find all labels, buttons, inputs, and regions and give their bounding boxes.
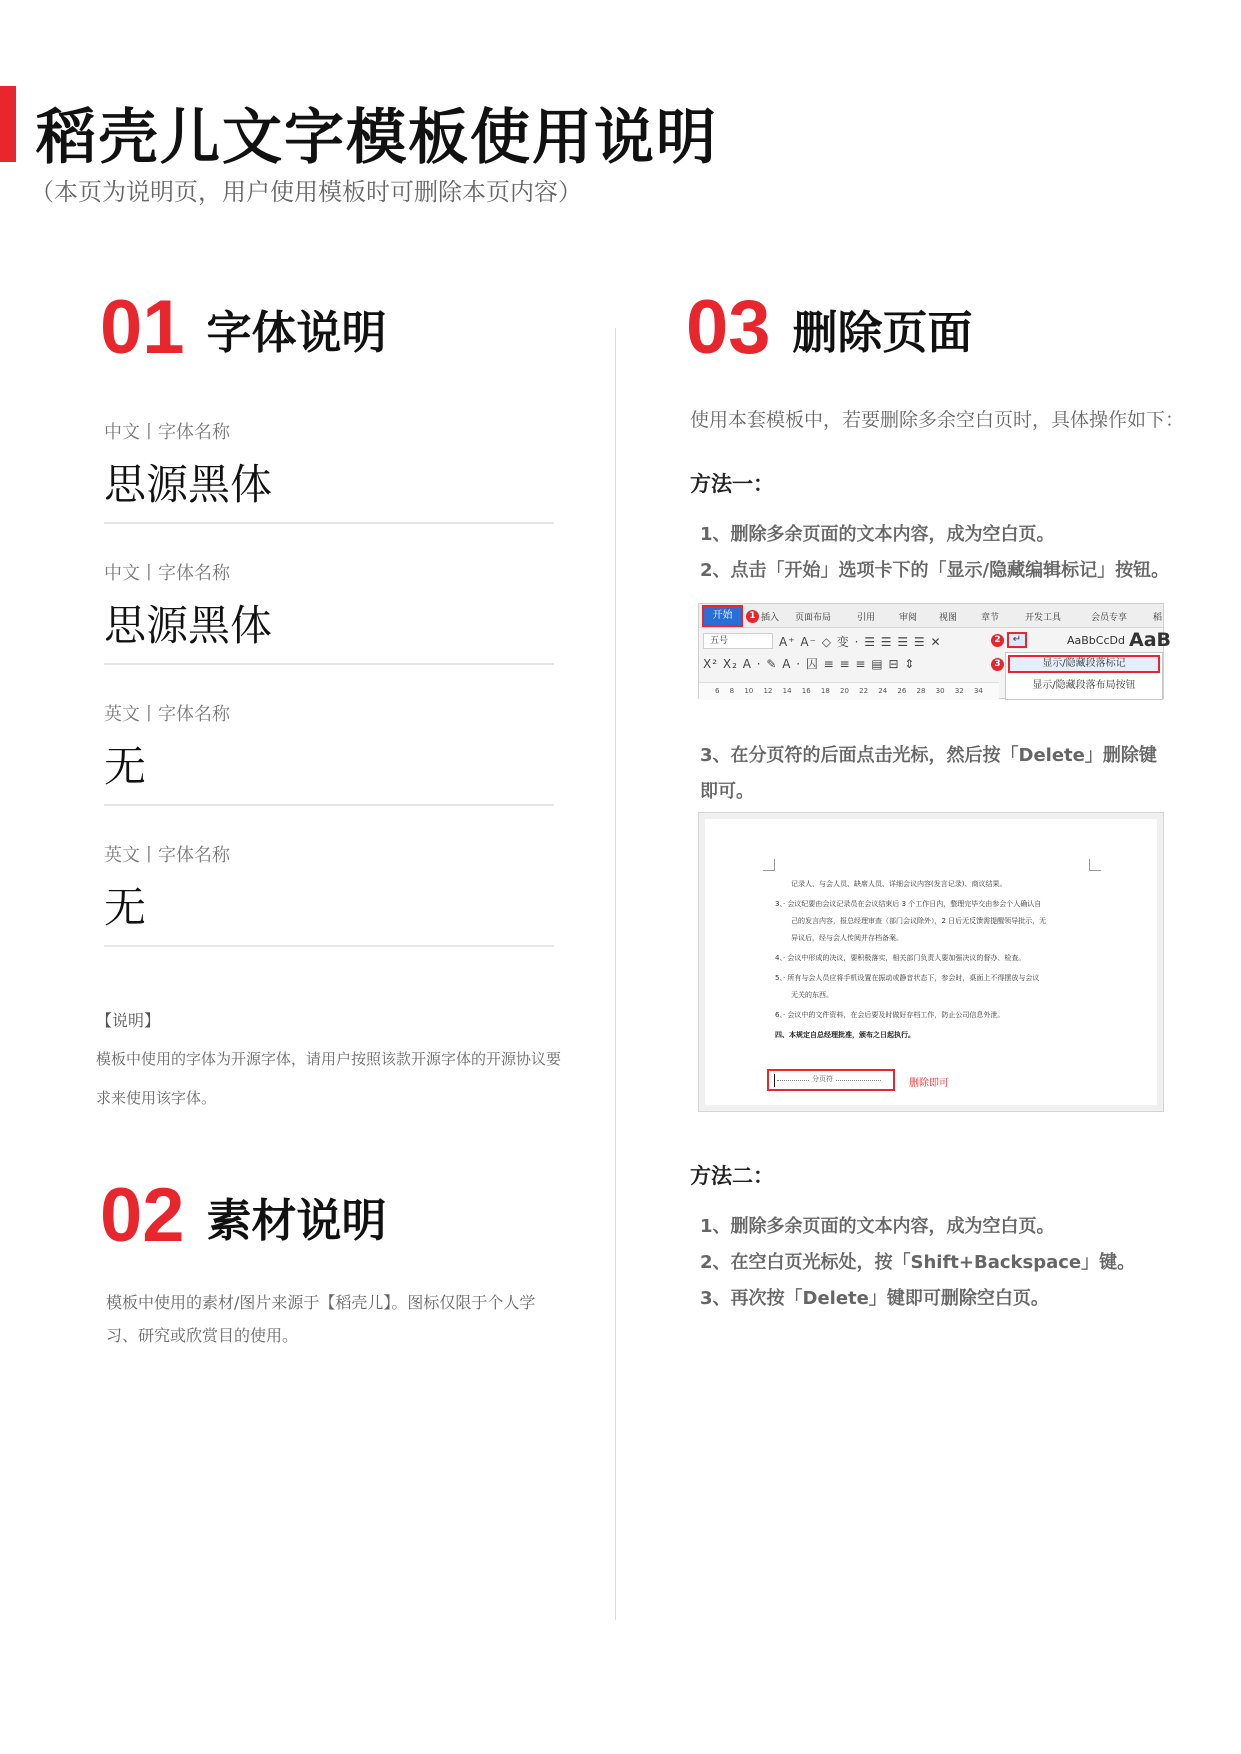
page-break-highlight	[767, 1069, 895, 1091]
tab-docer: 稻	[1153, 613, 1163, 623]
section-number: 01	[100, 285, 185, 370]
section-number: 03	[686, 285, 771, 370]
doc-line: 6、· 会议中的文件资料，在会后要及时做好存档工作，防止公司信息外泄。	[775, 1011, 1005, 1019]
doc-line: 4、· 会议中形成的决议，要积极落实，相关部门负责人要加强决议的督办、检查。	[775, 954, 1026, 962]
method-2-title: 方法二：	[690, 1164, 774, 1188]
method-1-step: 2、点击「开始」选项卡下的「显示/隐藏编辑标记」按钮。	[700, 560, 1170, 581]
page-break-label: 分页符	[809, 1074, 836, 1084]
font-label: 中文丨字体名称	[104, 563, 230, 584]
tab-layout: 页面布局	[795, 613, 832, 623]
ribbon-tabs	[699, 604, 1163, 628]
method-2-step: 1、删除多余页面的文本内容，成为空白页。	[700, 1216, 1055, 1237]
font-underline	[104, 804, 554, 806]
style-preview-big: AaB	[1129, 629, 1172, 651]
section-03-header	[686, 285, 973, 370]
page-subtitle: （本页为说明页，用户使用模板时可删除本页内容）	[30, 178, 582, 206]
step-marker-2: 2	[991, 634, 1004, 647]
step-marker-1: 1	[746, 610, 759, 623]
tab-start: 开始	[704, 607, 741, 625]
style-preview: AaBbCcDd	[1067, 634, 1125, 647]
doc-line: 记录人、与会人员、缺席人员、详细会议内容(发言记录)、商议结果。	[791, 880, 1007, 888]
section-01-header	[100, 285, 387, 370]
delete-hint: 删除即可	[909, 1078, 949, 1089]
format-icons-row-1: A⁺ A⁻ ◇ 变 · ☰ ☰ ☰ ☰ ✕	[779, 635, 942, 649]
doc-line: 5、· 所有与会人员应将手机设置在振动或静音状态下，参会时，桌面上不得摆放与会议	[775, 974, 1040, 982]
document-screenshot	[698, 812, 1164, 1112]
section-title: 删除页面	[792, 305, 973, 359]
ruler: 6 8 10 12 14 16 18 20 22 24 26 28 30 32 34	[699, 682, 999, 700]
section-number: 02	[100, 1173, 185, 1258]
tab-developer: 开发工具	[1025, 613, 1062, 623]
tab-view: 视图	[939, 613, 958, 623]
tab-chapter: 章节	[981, 613, 1000, 623]
text-cursor	[774, 1074, 775, 1087]
margin-corner-mark	[1089, 859, 1101, 871]
font-value: 无	[104, 883, 147, 932]
font-size-select: 五号	[703, 633, 773, 649]
tab-member: 会员专享	[1091, 613, 1128, 623]
show-hide-dropdown	[1005, 652, 1163, 700]
tab-reference: 引用	[857, 613, 876, 623]
dropdown-item-show-paragraph-marks: 显示/隐藏段落标记	[1008, 655, 1160, 673]
font-entry	[104, 700, 554, 806]
note-text: 模板中使用的字体为开源字体，请用户按照该款开源字体的开源协议要求来使用该字体。	[96, 1050, 562, 1107]
delete-intro: 使用本套模板中，若要删除多余空白页时，具体操作如下：	[690, 409, 1185, 431]
material-text: 模板中使用的素材/图片来源于【稻壳儿】。图标仅限于个人学习、研究或欣赏目的使用。	[106, 1293, 536, 1345]
font-underline	[104, 663, 554, 665]
note-title: 【说明】	[96, 1011, 161, 1030]
method-1-step: 3、在分页符的后面点击光标，然后按「Delete」删除键即可。	[700, 745, 1157, 802]
font-entry	[104, 559, 554, 665]
page-title: 稻壳儿文字模板使用说明	[36, 103, 718, 173]
font-value: 思源黑体	[104, 460, 273, 509]
doc-line: 四、本规定自总经理批准，颁布之日起执行。	[775, 1031, 915, 1039]
document-page	[705, 819, 1157, 1105]
column-divider	[615, 328, 616, 1620]
toolbar-screenshot	[698, 603, 1172, 699]
font-underline	[104, 522, 554, 524]
font-label: 中文丨字体名称	[104, 422, 230, 443]
font-label: 英文丨字体名称	[104, 845, 230, 866]
doc-line: 异议后，经与会人传阅并存档备案。	[791, 934, 903, 942]
font-label: 英文丨字体名称	[104, 704, 230, 725]
doc-line: 己的发言内容，报总经理审查（部门会议除外），2 日后无反馈需提醒领导批示，无	[791, 917, 1047, 925]
show-hide-marks-icon: ↵	[1007, 632, 1027, 648]
method-2-step: 3、再次按「Delete」键即可删除空白页。	[700, 1288, 1049, 1309]
font-entry	[104, 841, 554, 947]
section-02-header	[100, 1173, 387, 1258]
format-icons-row-2: X² X₂ A · ✎ A · 囚 ≡ ≡ ≡ ▤ ⊟ ⇕	[703, 657, 916, 671]
tab-insert: 插入	[761, 613, 780, 623]
section-title: 字体说明	[206, 305, 387, 359]
method-1-title: 方法一：	[690, 472, 774, 496]
title-accent-bar	[0, 86, 16, 162]
tab-review: 审阅	[899, 613, 918, 623]
font-value: 思源黑体	[104, 601, 273, 650]
method-1-step: 1、删除多余页面的文本内容，成为空白页。	[700, 524, 1055, 545]
font-value: 无	[104, 742, 147, 791]
font-entry	[104, 418, 554, 524]
section-title: 素材说明	[206, 1193, 387, 1247]
doc-line: 3、· 会议纪要由会议记录员在会议结束后 3 个工作日内，整理完毕交由参会个人确认自	[775, 900, 1042, 908]
doc-line: 无关的东西。	[791, 991, 833, 999]
dropdown-item-show-layout-buttons: 显示/隐藏段落布局按钮	[1032, 680, 1136, 691]
margin-corner-mark	[763, 859, 775, 871]
method-2-step: 2、在空白页光标处，按「Shift+Backspace」键。	[700, 1252, 1136, 1273]
step-marker-3: 3	[991, 658, 1004, 671]
font-underline	[104, 945, 554, 947]
